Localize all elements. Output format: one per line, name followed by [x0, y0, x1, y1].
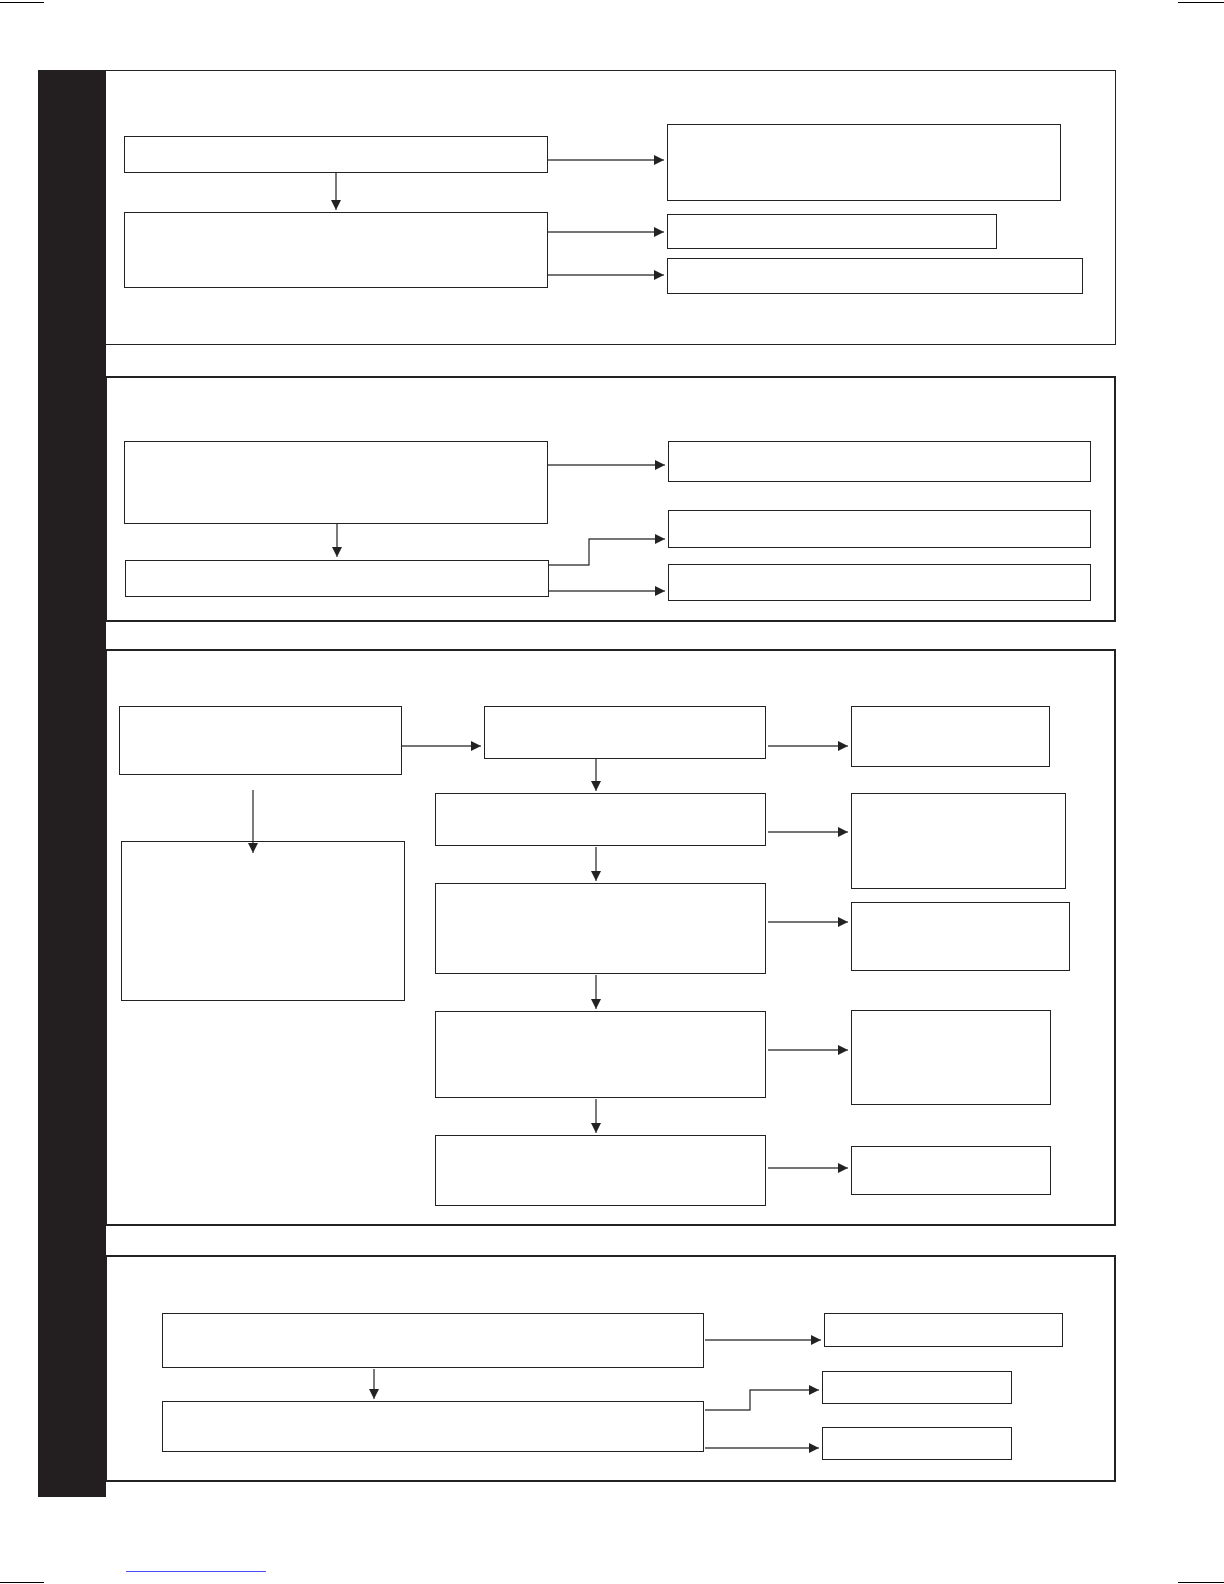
footer-link-rule: [126, 1571, 266, 1572]
s2-arrow-b-to-d: [549, 539, 665, 565]
s4-arrow-b-to-d: [705, 1390, 819, 1410]
